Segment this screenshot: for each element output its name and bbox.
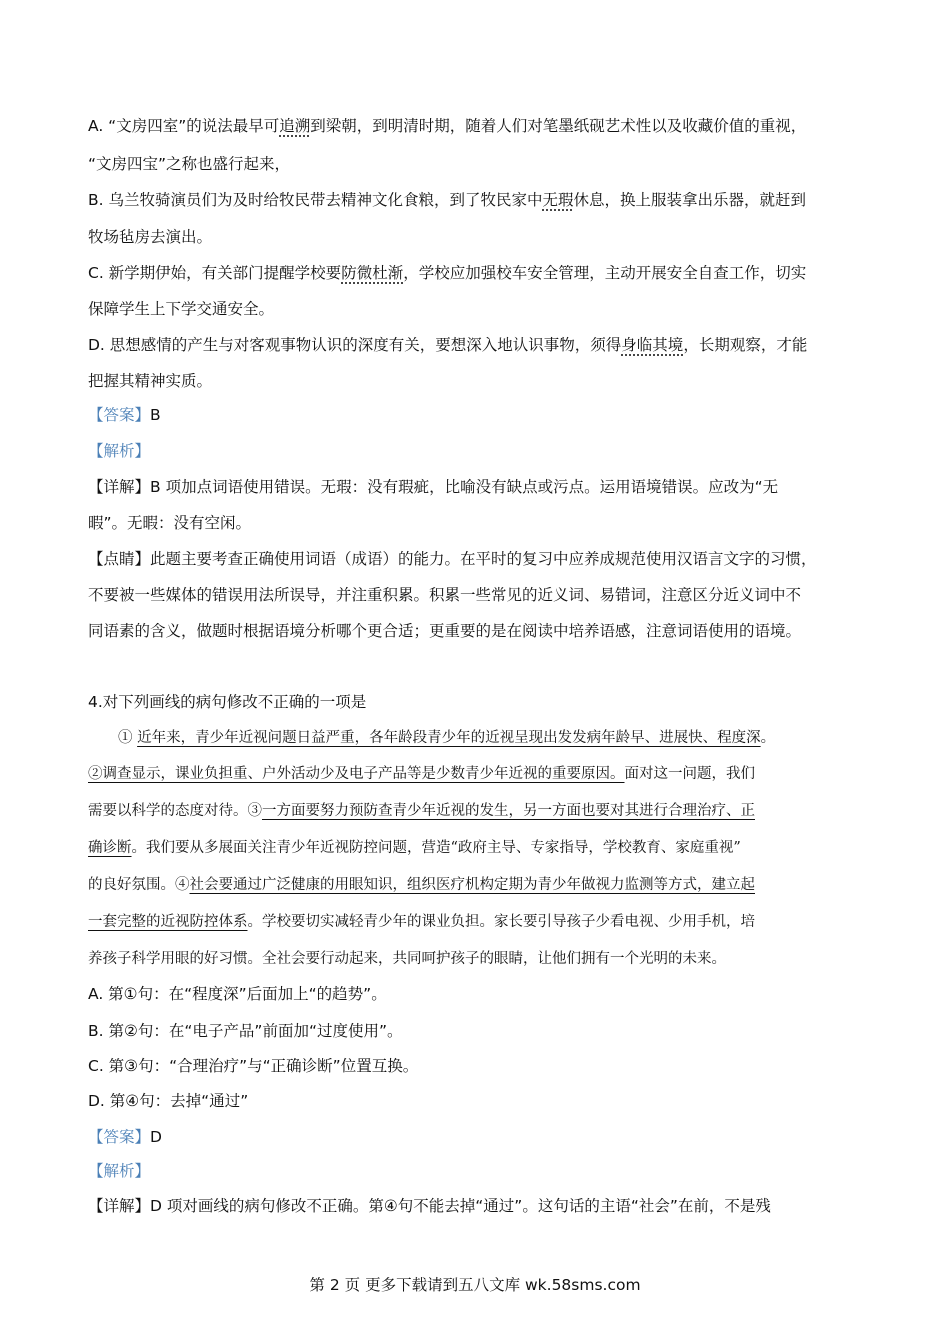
q3-option-c-line2: 保障学生上下学交通安全。	[88, 300, 275, 318]
q3-option-b-mark: 无瑕	[542, 191, 574, 209]
q3-option-a-suffix: 到梁朝，到明清时期，随着人们对笔墨纸砚艺术性以及收藏价值的重视，	[310, 117, 807, 135]
q4-p3-underlined: 一方面要努力预防查青少年近视的发生，另一方面也要对其进行合理治疗、正	[262, 803, 755, 819]
q4-p1-indent: ①	[118, 730, 138, 746]
q4-p6-rest: 。学校要切实减轻青少年的课业负担。家长要引导孩子少看电视、少用手机，培	[247, 914, 755, 930]
q3-option-c-prefix: C. 新学期伊始，有关部门提醒学校要	[88, 264, 342, 282]
q3-tip-line3: 同语素的含义，做题时根据语境分析哪个更合适；更重要的是在阅读中培养语感，注意词语使用的语境。	[88, 622, 802, 640]
q3-option-d-suffix: ，长期观察，才能	[683, 336, 808, 354]
q4-detail	[88, 1195, 771, 1217]
q4-p6-underlined: 一套完整的近视防控体系	[88, 914, 248, 930]
q4-option-a: A. 第①句：在“程度深”后面加上“的趋势”。	[88, 985, 387, 1003]
q3-option-c	[88, 262, 806, 284]
q4-detail-tag: 【详解】	[88, 1197, 151, 1215]
q3-option-a	[88, 115, 806, 137]
q3-option-c-suffix: ，学校应加强校车安全管理，主动开展安全自查工作，切实	[403, 264, 807, 282]
q4-passage-line1	[118, 727, 775, 749]
q3-tip-text: 此题主要考查正确使用词语（成语）的能力。在平时的复习中应养成规范使用汉语言文字的习惯，	[150, 550, 817, 568]
page-footer: 第 2 页 更多下载请到五八文库 wk.58sms.com	[309, 1276, 641, 1294]
q3-tip	[88, 548, 817, 570]
q4-answer-tag: 【答案】	[88, 1128, 151, 1146]
q4-answer	[88, 1126, 162, 1148]
q4-answer-value: D	[150, 1128, 162, 1146]
q4-p5-underlined: 社会要通过广泛健康的用眼知识，组织医疗机构定期为青少年做视力监测等方式，建立起	[189, 877, 755, 893]
q3-answer-tag: 【答案】	[88, 406, 151, 424]
q4-p4-rest: 。我们要从多展面关注青少年近视防控问题，营造“政府主导、专家指导，学校教育、家庭重视”	[131, 840, 741, 856]
q3-detail	[88, 476, 778, 498]
q3-detail-text: B 项加点词语使用错误。无瑕：没有瑕疵，比喻没有缺点或污点。运用语境错误。应改为“无	[150, 478, 779, 496]
q3-option-d-mark: 身临其境	[621, 336, 684, 354]
q4-p2-underlined: ②调查显示，课业负担重、户外活动少及电子产品等是少数青少年近视的重要原因。	[88, 766, 625, 782]
q4-p5-plain: 的良好氛围。④	[88, 877, 190, 893]
q4-option-b: B. 第②句：在“电子产品”前面加“过度使用”。	[88, 1022, 403, 1040]
q3-detail-line2: 暇”。无暇：没有空闲。	[88, 514, 252, 532]
q3-option-a-prefix: A. “文房四室”的说法最早可	[88, 117, 280, 135]
q4-option-c: C. 第③句：“合理治疗”与“正确诊断”位置互换。	[88, 1057, 419, 1075]
q3-analysis-tag: 【解析】	[88, 442, 151, 460]
q4-passage-line4	[88, 837, 741, 859]
q4-p4-underlined: 确诊断	[88, 840, 132, 856]
q3-tip-line2: 不要被一些媒体的错误用法所误导，并注重积累。积累一些常见的近义词、易错词，注意区分近义词中不	[88, 586, 802, 604]
q4-passage-line7: 养孩子科学用眼的好习惯。全社会要行动起来，共同呵护孩子的眼睛，让他们拥有一个光明的未来。	[88, 951, 726, 967]
q4-passage-line6	[88, 911, 755, 933]
q4-passage-line3	[88, 800, 755, 822]
q4-p2-rest: 面对这一问题，我们	[624, 766, 755, 782]
q3-option-c-mark: 防微杜渐	[341, 264, 404, 282]
q3-tip-tag: 【点睛】	[88, 550, 151, 568]
q3-option-b-suffix: 休息，换上服装拿出乐器，就赶到	[573, 191, 807, 209]
q4-option-d: D. 第④句：去掉“通过”	[88, 1092, 249, 1110]
q4-p3-plain: 需要以科学的态度对待。③	[88, 803, 262, 819]
q4-title: 4.对下列画线的病句修改不正确的一项是	[88, 693, 367, 711]
q3-option-b	[88, 189, 806, 211]
q4-passage-line5	[88, 874, 755, 896]
q3-option-a-mark: 追溯	[279, 117, 311, 135]
q4-passage-line2	[88, 763, 755, 785]
q3-detail-tag: 【详解】	[88, 478, 151, 496]
q4-p1-end: 。	[760, 730, 776, 746]
q4-p1-underlined: 近年来，青少年近视问题日益严重，各年龄段青少年的近视呈现出发发病年龄早、进展快、程度深	[137, 730, 761, 746]
q4-analysis-tag: 【解析】	[88, 1162, 151, 1180]
q3-option-a-line2: “文房四宝”之称也盛行起来，	[88, 155, 291, 173]
q3-answer-value: B	[150, 406, 161, 424]
q3-option-b-line2: 牧场毡房去演出。	[88, 228, 213, 246]
q3-option-b-prefix: B. 乌兰牧骑演员们为及时给牧民带去精神文化食粮，到了牧民家中	[88, 191, 543, 209]
q3-answer	[88, 404, 161, 426]
q3-option-d-line2: 把握其精神实质。	[88, 372, 213, 390]
q4-detail-text: D 项对画线的病句修改不正确。第④句不能去掉“通过”。这句话的主语“社会”在前，不是残	[150, 1197, 771, 1215]
q3-option-d-prefix: D. 思想感情的产生与对客观事物认识的深度有关，要想深入地认识事物，须得	[88, 336, 622, 354]
q3-option-d	[88, 334, 807, 356]
